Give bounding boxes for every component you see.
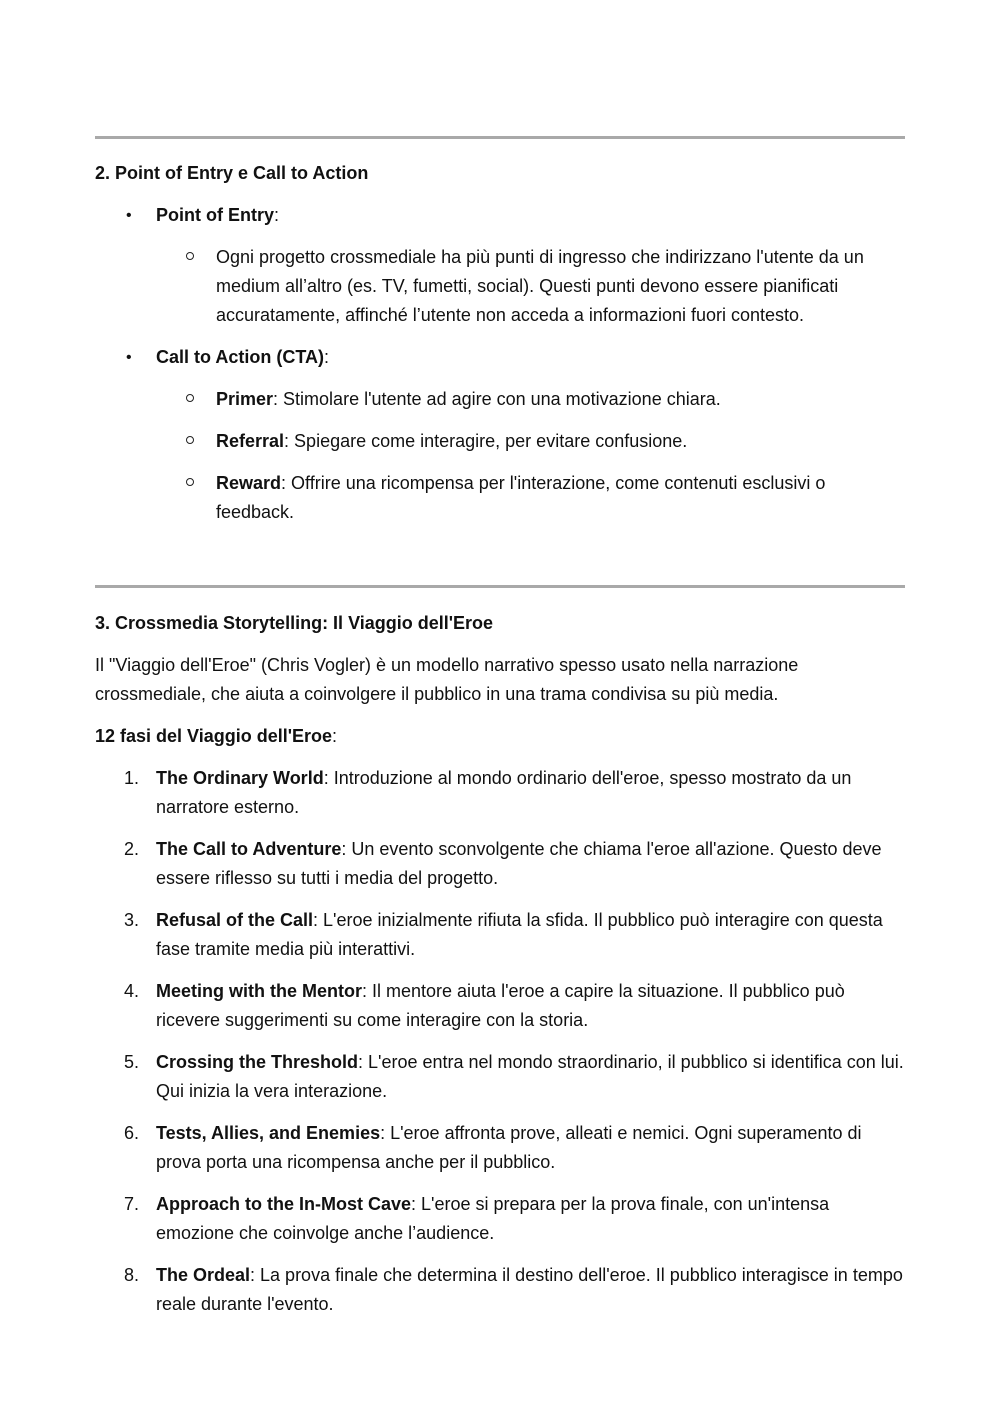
step-number: 4. (124, 981, 140, 1001)
step-text: : Il mentore aiuta l'eroe a capire la situazione. Il pubblico può ricevere suggerimenti su come interagire con la storia. (156, 981, 845, 1030)
section-point-of-entry (95, 159, 905, 527)
steps-heading: 12 fasi del Viaggio dell'Eroe: (95, 726, 338, 746)
bullet-icon: • (126, 349, 132, 366)
step-label: Approach to the In-Most Cave (156, 1194, 412, 1214)
section-heros-journey (95, 609, 905, 1319)
section-heading: 2. Point of Entry e Call to Action (95, 163, 369, 183)
sub-item-label: Primer (216, 389, 274, 409)
sub-item-text: : Offrire una ricompensa per l'interazione, come contenuti esclusivi o feedback. (216, 473, 826, 522)
step-item (95, 1048, 905, 1106)
step-label: Tests, Allies, and Enemies (156, 1123, 381, 1143)
step-number: 2. (124, 839, 140, 859)
step-label: Meeting with the Mentor (156, 981, 362, 1001)
step-item (95, 977, 905, 1035)
sub-list-item (156, 469, 905, 527)
step-text: : L'eroe inizialmente rifiuta la sfida. Il pubblico può interagire con questa fase tramite media più interattivi. (156, 910, 883, 959)
sub-list-item (156, 427, 905, 456)
step-item (95, 764, 905, 822)
circle-bullet-icon (186, 436, 194, 444)
list-item: • Point of Entry: Ogni progetto crossmediale ha più punti di ingresso che indirizzano l'utente da un medium all’altro (es. TV, fumetti, social). Questi punti devono essere pianificati accuratamente, affinché l’utente non acceda a informazioni fuori contesto. (95, 201, 905, 330)
sub-list (156, 243, 905, 330)
step-label: Crossing the Threshold (156, 1052, 359, 1072)
step-text: : L'eroe affronta prove, alleati e nemici. Ogni superamento di prova porta una ricompensa anche per il pubblico. (156, 1123, 862, 1172)
step-item (95, 835, 905, 893)
sub-list (156, 385, 905, 527)
sub-list-item (156, 385, 905, 414)
sub-item-text: Ogni progetto crossmediale ha più punti di ingresso che indirizzano l'utente da un medium all’altro (es. TV, fumetti, social). Questi punti devono essere pianificati accuratamente, affinché l’utente non acceda a informazioni fuori contesto. (216, 247, 864, 325)
horizontal-rule (95, 136, 905, 139)
intro-paragraph: Il "Viaggio dell'Eroe" (Chris Vogler) è un modello narrativo spesso usato nella narrazione crossmediale, che aiuta a coinvolgere il pubblico in una trama condivisa su più media. (95, 655, 799, 704)
section-heading: 3. Crossmedia Storytelling: Il Viaggio dell'Eroe (95, 613, 494, 633)
horizontal-rule (95, 585, 905, 588)
step-label: Refusal of the Call (156, 910, 314, 930)
sub-item-label: Reward (216, 473, 282, 493)
sub-list-item (156, 243, 905, 330)
circle-bullet-icon (186, 394, 194, 402)
sub-item-text: : Stimolare l'utente ad agire con una motivazione chiara. (273, 389, 721, 409)
step-item (95, 1119, 905, 1177)
sub-item-text: : Spiegare come interagire, per evitare confusione. (284, 431, 688, 451)
circle-bullet-icon (186, 252, 194, 260)
step-number: 7. (124, 1194, 140, 1214)
step-number: 6. (124, 1123, 140, 1143)
sub-item-label: Referral (216, 431, 285, 451)
step-label: The Ordinary World (156, 768, 324, 788)
step-text: : Introduzione al mondo ordinario dell'eroe, spesso mostrato da un narratore esterno. (156, 768, 852, 817)
bullet-list (95, 201, 905, 527)
step-number: 8. (124, 1265, 140, 1285)
step-number: 5. (124, 1052, 140, 1072)
steps-list (95, 764, 905, 1319)
step-text: : La prova finale che determina il destino dell'eroe. Il pubblico interagisce in tempo reale durante l'evento. (156, 1265, 903, 1314)
step-label: The Ordeal (156, 1265, 251, 1285)
step-item (95, 906, 905, 964)
step-item (95, 1261, 905, 1319)
step-label: The Call to Adventure (156, 839, 342, 859)
step-text: : Un evento sconvolgente che chiama l'eroe all'azione. Questo deve essere riflesso su tutti i media del progetto. (156, 839, 882, 888)
bullet-label: Point of Entry (156, 205, 274, 225)
bullet-icon: • (126, 207, 132, 224)
step-text: : L'eroe entra nel mondo straordinario, il pubblico si identifica con lui. Qui inizia la vera interazione. (156, 1052, 904, 1101)
list-item: • Call to Action (CTA): Primer: Stimolare l'utente ad agire con una motivazione chiara. Referral: Spiegare come interagire, per evitare confusione. Reward: Offrire una ricompensa per l'interazione, come contenuti esclusivi o feedback. (95, 343, 905, 527)
step-text: : L'eroe si prepara per la prova finale, con un'intensa emozione che coinvolge anche l’audience. (156, 1194, 830, 1243)
bullet-label: Call to Action (CTA) (156, 347, 324, 367)
step-item (95, 1190, 905, 1248)
step-number: 1. (124, 768, 140, 788)
circle-bullet-icon (186, 478, 194, 486)
step-number: 3. (124, 910, 140, 930)
steps-heading-label: 12 fasi del Viaggio dell'Eroe (95, 726, 333, 746)
